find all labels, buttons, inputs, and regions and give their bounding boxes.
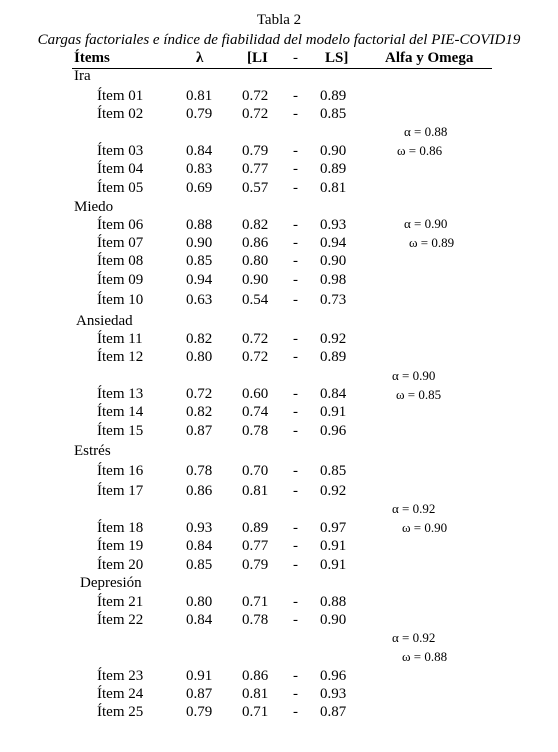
lambda-value: 0.83 xyxy=(186,161,213,177)
dash-separator: - xyxy=(293,331,298,347)
ls-value: 0.73 xyxy=(320,292,347,308)
lambda-value: 0.84 xyxy=(186,143,213,159)
ls-value: 0.93 xyxy=(320,686,347,702)
ls-value: 0.89 xyxy=(320,88,347,104)
dash-separator: - xyxy=(293,557,298,573)
li-value: 0.71 xyxy=(242,594,269,610)
dash-separator: - xyxy=(293,180,298,196)
ls-value: 0.88 xyxy=(320,594,347,610)
omega-value: ω = 0.85 xyxy=(396,387,442,402)
ls-value: 0.92 xyxy=(320,483,347,499)
lambda-value: 0.87 xyxy=(186,423,213,439)
lambda-value: 0.78 xyxy=(186,463,213,479)
ls-value: 0.90 xyxy=(320,143,347,159)
omega-value: ω = 0.89 xyxy=(409,235,455,250)
item-label: Ítem 16 xyxy=(97,463,144,479)
dash-separator: - xyxy=(293,253,298,269)
header-alpha-omega: Alfa y Omega xyxy=(385,50,474,66)
group-label: Estrés xyxy=(74,443,111,459)
item-label: Ítem 20 xyxy=(97,557,144,573)
dash-separator: - xyxy=(293,612,298,628)
item-label: Ítem 24 xyxy=(97,686,144,702)
li-value: 0.74 xyxy=(242,404,269,420)
alpha-value: α = 0.88 xyxy=(404,124,448,139)
group-label: Miedo xyxy=(74,199,114,215)
table-title: Tabla 2 xyxy=(256,12,302,28)
alpha-value: α = 0.90 xyxy=(392,368,436,383)
lambda-value: 0.82 xyxy=(186,331,213,347)
dash-separator: - xyxy=(293,143,298,159)
item-label: Ítem 13 xyxy=(97,386,144,402)
alpha-value: α = 0.92 xyxy=(392,501,436,516)
lambda-value: 0.94 xyxy=(186,272,213,288)
lambda-value: 0.81 xyxy=(186,88,213,104)
item-label: Ítem 01 xyxy=(97,88,144,104)
ls-value: 0.94 xyxy=(320,235,347,251)
lambda-value: 0.79 xyxy=(186,704,213,720)
dash-separator: - xyxy=(293,106,298,122)
item-label: Ítem 10 xyxy=(97,292,144,308)
dash-separator: - xyxy=(293,349,298,365)
item-label: Ítem 17 xyxy=(97,483,144,499)
header-ls: LS] xyxy=(325,50,349,66)
lambda-value: 0.84 xyxy=(186,538,213,554)
ls-value: 0.92 xyxy=(320,331,347,347)
li-value: 0.77 xyxy=(242,538,269,554)
ls-value: 0.89 xyxy=(320,161,347,177)
ls-value: 0.91 xyxy=(320,557,347,573)
ls-value: 0.90 xyxy=(320,612,347,628)
alpha-value: α = 0.90 xyxy=(404,216,448,231)
li-value: 0.82 xyxy=(242,217,269,233)
dash-separator: - xyxy=(293,463,298,479)
li-value: 0.72 xyxy=(242,331,269,347)
group-label: Depresión xyxy=(80,575,142,591)
header-rule xyxy=(72,68,492,69)
header-items: Ítems xyxy=(74,50,110,66)
lambda-value: 0.86 xyxy=(186,483,213,499)
omega-value: ω = 0.90 xyxy=(402,520,448,535)
lambda-value: 0.93 xyxy=(186,520,213,536)
ls-value: 0.89 xyxy=(320,349,347,365)
dash-separator: - xyxy=(293,686,298,702)
dash-separator: - xyxy=(293,483,298,499)
li-value: 0.81 xyxy=(242,483,269,499)
lambda-value: 0.91 xyxy=(186,668,213,684)
item-label: Ítem 25 xyxy=(97,704,144,720)
li-value: 0.89 xyxy=(242,520,269,536)
li-value: 0.86 xyxy=(242,235,269,251)
li-value: 0.72 xyxy=(242,88,269,104)
ls-value: 0.97 xyxy=(320,520,347,536)
item-label: Ítem 12 xyxy=(97,349,144,365)
ls-value: 0.84 xyxy=(320,386,347,402)
item-label: Ítem 06 xyxy=(97,217,144,233)
li-value: 0.77 xyxy=(242,161,269,177)
group-label: Ansiedad xyxy=(76,313,133,329)
item-label: Ítem 14 xyxy=(97,404,144,420)
li-value: 0.70 xyxy=(242,463,269,479)
item-label: Ítem 11 xyxy=(97,331,143,347)
ls-value: 0.90 xyxy=(320,253,347,269)
lambda-value: 0.69 xyxy=(186,180,213,196)
dash-separator: - xyxy=(293,423,298,439)
li-value: 0.86 xyxy=(242,668,269,684)
li-value: 0.60 xyxy=(242,386,269,402)
dash-separator: - xyxy=(293,404,298,420)
ls-value: 0.81 xyxy=(320,180,347,196)
ls-value: 0.98 xyxy=(320,272,347,288)
lambda-value: 0.90 xyxy=(186,235,213,251)
item-label: Ítem 07 xyxy=(97,235,144,251)
lambda-value: 0.84 xyxy=(186,612,213,628)
dash-separator: - xyxy=(293,292,298,308)
omega-value: ω = 0.88 xyxy=(402,649,448,664)
dash-separator: - xyxy=(293,88,298,104)
li-value: 0.78 xyxy=(242,612,269,628)
li-value: 0.80 xyxy=(242,253,269,269)
dash-separator: - xyxy=(293,386,298,402)
dash-separator: - xyxy=(293,668,298,684)
header-lambda: λ xyxy=(196,50,204,66)
dash-separator: - xyxy=(293,594,298,610)
li-value: 0.79 xyxy=(242,557,269,573)
dash-separator: - xyxy=(293,217,298,233)
lambda-value: 0.63 xyxy=(186,292,213,308)
li-value: 0.57 xyxy=(242,180,269,196)
li-value: 0.54 xyxy=(242,292,269,308)
li-value: 0.72 xyxy=(242,106,269,122)
ls-value: 0.85 xyxy=(320,463,347,479)
li-value: 0.90 xyxy=(242,272,269,288)
lambda-value: 0.80 xyxy=(186,594,213,610)
item-label: Ítem 19 xyxy=(97,538,144,554)
header-li: [LI xyxy=(247,50,268,66)
lambda-value: 0.85 xyxy=(186,253,213,269)
item-label: Ítem 22 xyxy=(97,612,144,628)
item-label: Ítem 08 xyxy=(97,253,144,269)
dash-separator: - xyxy=(293,161,298,177)
li-value: 0.79 xyxy=(242,143,269,159)
lambda-value: 0.88 xyxy=(186,217,213,233)
li-value: 0.71 xyxy=(242,704,269,720)
item-label: Ítem 05 xyxy=(97,180,144,196)
dash-separator: - xyxy=(293,538,298,554)
li-value: 0.81 xyxy=(242,686,269,702)
table-subtitle: Cargas factoriales e índice de fiabilidad del modelo factorial del PIE-COVID19 xyxy=(37,32,521,48)
item-label: Ítem 03 xyxy=(97,143,144,159)
item-label: Ítem 21 xyxy=(97,594,144,610)
item-label: Ítem 23 xyxy=(97,668,144,684)
item-label: Ítem 15 xyxy=(97,423,144,439)
ls-value: 0.91 xyxy=(320,404,347,420)
li-value: 0.78 xyxy=(242,423,269,439)
dash-separator: - xyxy=(293,272,298,288)
ls-value: 0.93 xyxy=(320,217,347,233)
item-label: Ítem 02 xyxy=(97,106,144,122)
group-label: Ira xyxy=(74,68,91,84)
dash-separator: - xyxy=(293,520,298,536)
item-label: Ítem 04 xyxy=(97,161,144,177)
omega-value: ω = 0.86 xyxy=(397,143,443,158)
dash-separator: - xyxy=(293,235,298,251)
lambda-value: 0.85 xyxy=(186,557,213,573)
lambda-value: 0.82 xyxy=(186,404,213,420)
lambda-value: 0.72 xyxy=(186,386,213,402)
ls-value: 0.87 xyxy=(320,704,347,720)
li-value: 0.72 xyxy=(242,349,269,365)
lambda-value: 0.79 xyxy=(186,106,213,122)
header-dash: - xyxy=(293,50,298,66)
ls-value: 0.96 xyxy=(320,423,347,439)
ls-value: 0.85 xyxy=(320,106,347,122)
ls-value: 0.91 xyxy=(320,538,347,554)
alpha-value: α = 0.92 xyxy=(392,630,436,645)
ls-value: 0.96 xyxy=(320,668,347,684)
item-label: Ítem 09 xyxy=(97,272,144,288)
dash-separator: - xyxy=(293,704,298,720)
lambda-value: 0.87 xyxy=(186,686,213,702)
item-label: Ítem 18 xyxy=(97,520,144,536)
lambda-value: 0.80 xyxy=(186,349,213,365)
